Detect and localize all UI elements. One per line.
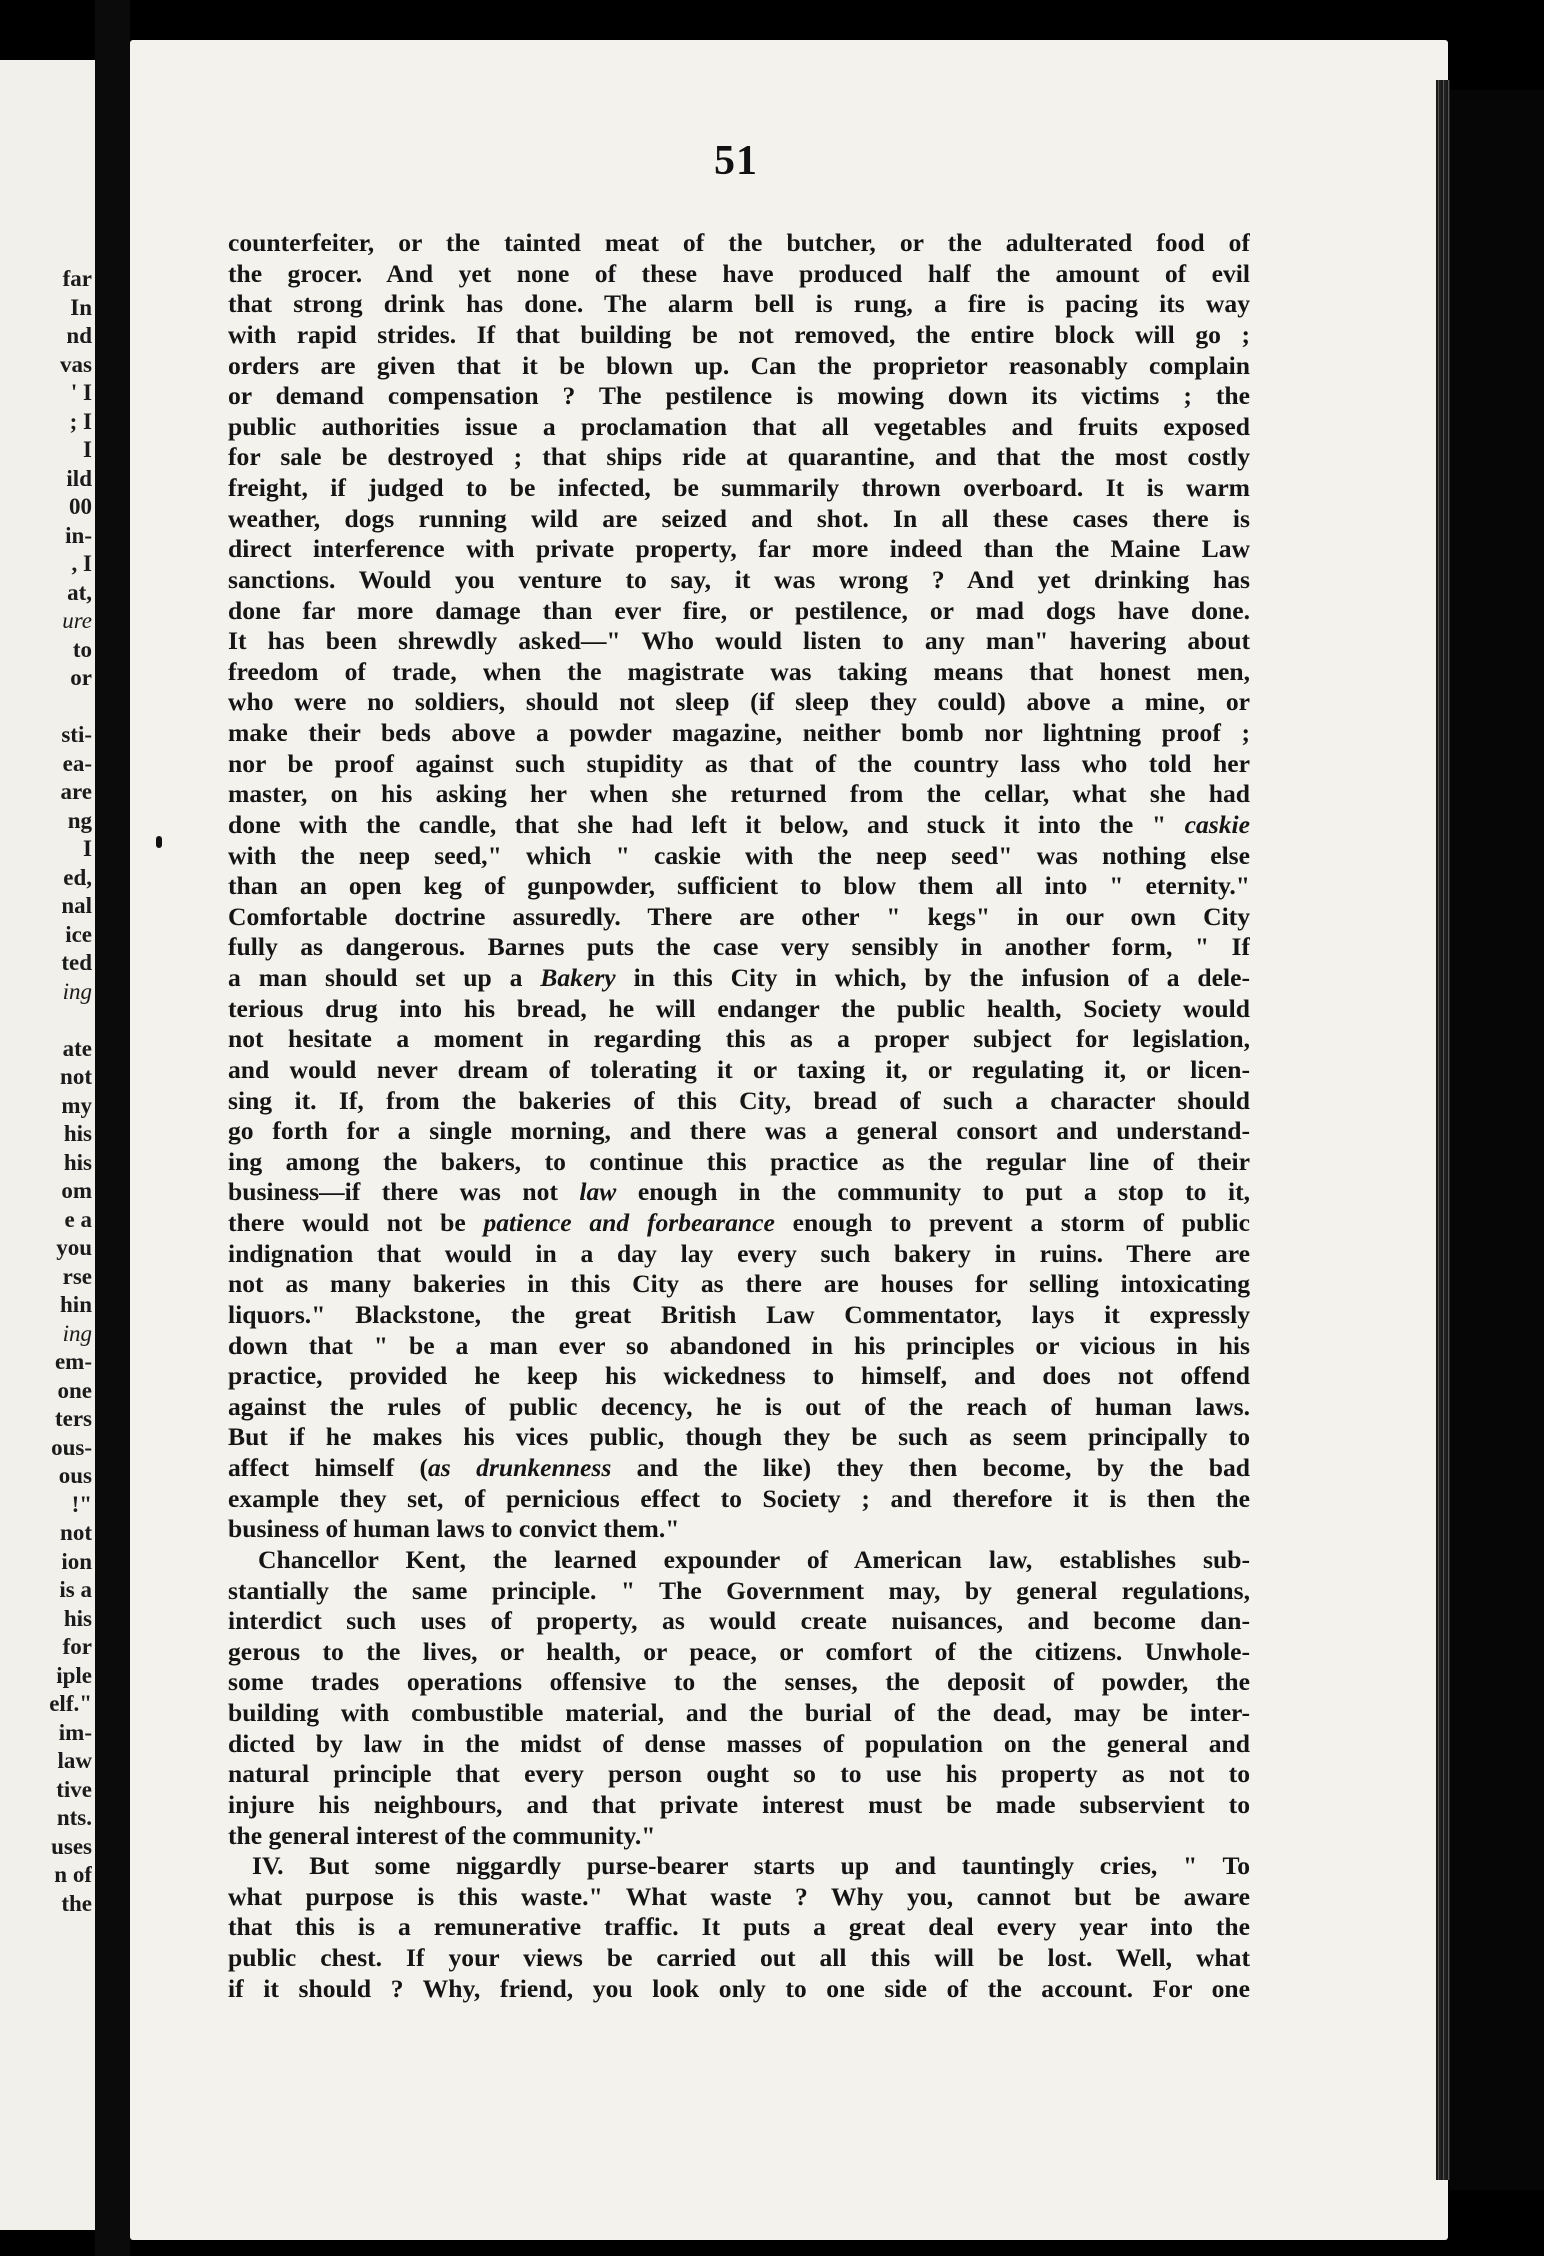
text-line — [228, 1882, 1250, 1913]
left-fragment: ' I — [70, 380, 92, 405]
left-fragment: iple — [56, 1662, 92, 1688]
text-segment: practice, provided he keep his wickedness to himself, and does not offend — [228, 1361, 1250, 1391]
text-line — [228, 1024, 1250, 1055]
text-line — [228, 1912, 1250, 1943]
left-fragment: ild — [66, 465, 92, 491]
left-fragment: far — [62, 266, 92, 291]
text-segment: the grocer. And yet none of these have produced half the amount of evil — [228, 258, 1250, 288]
left-fragment: the — [61, 1890, 92, 1916]
left-fragment: sti- — [61, 722, 92, 747]
left-fragment: you — [56, 1235, 92, 1260]
text-line — [228, 1422, 1250, 1453]
text-line — [228, 1606, 1250, 1637]
text-line — [228, 565, 1250, 596]
text-line — [228, 687, 1250, 718]
text-line — [228, 1759, 1250, 1790]
italic-segment: patience and forbearance — [483, 1208, 775, 1237]
left-fragment: at, — [67, 579, 92, 605]
text-segment: some trades operations offensive to the senses, the deposit of powder, the — [228, 1667, 1250, 1697]
text-line — [228, 259, 1250, 290]
left-fragment: one — [57, 1377, 92, 1403]
left-fragment: ice — [65, 921, 92, 947]
text-segment: done with the candle, that she had left it below, and stuck it into the " — [228, 809, 1185, 839]
text-segment: injure his neighbours, and that private interest must be made subservient to — [228, 1789, 1250, 1819]
text-segment: IV. But some niggardly purse-bearer starts up and tauntingly cries, " To — [252, 1851, 1250, 1881]
text-line — [228, 1086, 1250, 1117]
text-segment: or demand compensation ? The pestilence is mowing down its victims ; the — [228, 381, 1250, 411]
text-segment: done far more damage than ever fire, or pestilence, or mad dogs have done. — [228, 595, 1250, 625]
left-fragment: om — [61, 1178, 92, 1203]
text-line — [228, 228, 1250, 259]
left-fragment: for — [62, 1634, 92, 1659]
text-segment: sing it. If, from the bakeries of this City, bread of such a character should — [228, 1085, 1250, 1115]
text-line — [228, 963, 1250, 994]
text-line — [228, 1177, 1250, 1208]
text-line — [228, 289, 1250, 320]
text-line — [228, 1790, 1250, 1821]
body-text — [228, 228, 1250, 2004]
italic-segment: as drunkenness — [428, 1453, 612, 1482]
text-segment: than an open keg of gunpowder, sufficient to blow them all into " eternity." — [228, 871, 1250, 901]
page-number: 51 — [714, 138, 758, 184]
text-segment: business—if there was not — [228, 1177, 580, 1207]
text-segment: sanctions. Would you venture to say, it was wrong ? And yet drinking has — [228, 564, 1250, 594]
text-line — [228, 381, 1250, 412]
text-segment: liquors." Blackstone, the great British Law Commentator, lays it expressly — [228, 1299, 1250, 1329]
text-line — [228, 1514, 1250, 1545]
text-line — [228, 626, 1250, 657]
left-fragment: nts. — [56, 1805, 92, 1830]
text-line — [228, 1147, 1250, 1178]
left-fragment: 00 — [69, 494, 92, 519]
text-segment: in this City in which, by the infusion of a dele- — [615, 963, 1250, 992]
text-segment: freedom of trade, when the magistrate was taking means that honest men, — [228, 656, 1250, 686]
text-segment: public chest. If your views be carried out all this will be lost. Well, what — [228, 1943, 1250, 1972]
text-segment: ing among the bakers, to continue this practice as the regular line of their — [228, 1146, 1250, 1176]
text-line — [228, 320, 1250, 351]
text-segment: weather, dogs running wild are seized and shot. In all these cases there is — [228, 503, 1250, 533]
text-segment: orders are given that it be blown up. Can the proprietor reasonably complain — [228, 350, 1250, 380]
left-fragment: I — [83, 836, 92, 861]
text-line — [228, 932, 1250, 963]
text-segment: nor be proof against such stupidity as that of the country lass who told her — [228, 748, 1250, 778]
text-line — [228, 1453, 1250, 1484]
left-fragment: ters — [54, 1406, 92, 1431]
text-segment: stantially the same principle. " The Government may, by general regulations, — [228, 1575, 1250, 1605]
text-segment: there would not be — [228, 1208, 484, 1237]
left-fragment — [0, 693, 92, 722]
left-fragment — [0, 1006, 92, 1035]
left-fragment: ted — [61, 950, 92, 975]
italic-segment: law — [579, 1177, 617, 1207]
book-gutter — [95, 0, 130, 2256]
text-line — [228, 596, 1250, 627]
text-segment: freight, if judged to be infected, be summarily thrown overboard. It is warm — [228, 473, 1250, 502]
left-fragment: to — [72, 636, 92, 662]
text-segment: enough in the community to put a stop to it, — [616, 1177, 1250, 1207]
text-segment: building with combustible material, and the burial of the dead, may be inter- — [228, 1698, 1250, 1727]
text-segment: direct interference with private property, far more indeed than the Maine Law — [228, 534, 1250, 564]
left-fragment: hin — [60, 1292, 92, 1317]
left-fragment: rse — [62, 1263, 92, 1289]
text-segment: public authorities issue a proclamation that all vegetables and fruits exposed — [228, 411, 1250, 441]
text-line — [228, 749, 1250, 780]
left-fragment: ure — [62, 608, 92, 633]
text-segment: interdict such uses of property, as would create nuisances, and become dan- — [228, 1606, 1250, 1636]
left-fragment: n of — [54, 1862, 92, 1887]
text-line — [228, 1055, 1250, 1086]
left-fragment: , I — [71, 551, 92, 576]
text-segment: go forth for a single morning, and there was a general consort and understand- — [228, 1116, 1250, 1146]
text-segment: affect himself ( — [228, 1453, 428, 1482]
italic-segment: Bakery — [540, 963, 616, 992]
text-line — [228, 1943, 1250, 1974]
left-fragment: ng — [67, 807, 92, 833]
text-line — [228, 1361, 1250, 1392]
text-segment: for sale be destroyed ; that ships ride at quarantine, and that the most costly — [228, 442, 1250, 472]
left-fragment: nd — [66, 323, 92, 348]
left-fragment: ed, — [63, 864, 92, 890]
text-segment: example they set, of pernicious effect to Society ; and therefore it is then the — [228, 1483, 1250, 1513]
book-cover-edge — [1450, 90, 1544, 2190]
text-line — [228, 473, 1250, 504]
text-segment: indignation that would in a day lay every such bakery in ruins. There are — [228, 1238, 1250, 1268]
text-segment: that this is a remunerative traffic. It puts a great deal every year into the — [228, 1912, 1250, 1942]
text-line — [228, 1698, 1250, 1729]
page-edges — [1436, 80, 1450, 2180]
text-segment: business of human laws to convict them." — [228, 1514, 680, 1544]
left-fragment: ate — [62, 1035, 92, 1061]
left-fragment: his — [63, 1605, 92, 1631]
text-segment: and the like) they then become, by the bad — [611, 1453, 1250, 1482]
left-fragment: in- — [65, 522, 92, 548]
margin-mark — [156, 836, 162, 848]
text-segment: that strong drink has done. The alarm bell is rung, a fire is pacing its way — [228, 289, 1250, 319]
text-line — [228, 1239, 1250, 1270]
text-segment: Chancellor Kent, the learned expounder of American law, establishes sub- — [258, 1544, 1250, 1574]
text-line — [228, 1637, 1250, 1668]
left-fragment: tive — [56, 1776, 92, 1802]
text-line — [228, 1269, 1250, 1300]
text-segment: fully as dangerous. Barnes puts the case very sensibly in another form, " If — [228, 932, 1250, 962]
text-segment: the general interest of the community." — [228, 1820, 656, 1850]
left-fragment: is a — [59, 1577, 92, 1602]
text-segment: with rapid strides. If that building be not removed, the entire block will go ; — [228, 319, 1250, 349]
left-fragment: ion — [61, 1548, 92, 1574]
left-fragment: are — [60, 779, 92, 804]
text-line — [228, 1208, 1250, 1239]
text-line — [228, 1300, 1250, 1331]
left-fragment: law — [57, 1748, 92, 1773]
text-line — [228, 412, 1250, 443]
left-fragment: elf." — [49, 1691, 92, 1716]
text-segment: who were no soldiers, should not sleep (if sleep they could) above a mine, or — [228, 687, 1250, 717]
text-line — [228, 1576, 1250, 1607]
text-line — [228, 1545, 1250, 1576]
left-fragment: vas — [60, 351, 92, 377]
text-line — [228, 1729, 1250, 1760]
left-page — [0, 60, 95, 2230]
left-fragment: e a — [64, 1206, 92, 1232]
text-segment: master, on his asking her when she returned from the cellar, what she had — [228, 779, 1250, 809]
left-fragment: uses — [51, 1833, 92, 1859]
left-fragment: not — [60, 1520, 92, 1545]
text-line — [228, 841, 1250, 872]
left-fragment: not — [60, 1064, 92, 1089]
left-fragment: im- — [58, 1719, 92, 1745]
text-line — [228, 810, 1250, 841]
text-line — [228, 994, 1250, 1025]
left-fragment: nal — [61, 893, 92, 918]
text-segment: a man should set up a — [228, 963, 541, 992]
text-segment: down that " be a man ever so abandoned in his principles or vicious in his — [228, 1330, 1250, 1360]
text-line — [228, 1484, 1250, 1515]
left-page-text-fragments — [0, 265, 92, 1918]
text-segment: It has been shrewdly asked—" Who would listen to any man" havering about — [228, 626, 1250, 656]
text-line — [228, 504, 1250, 535]
text-segment: Comfortable doctrine assuredly. There are other " kegs" in our own City — [228, 901, 1250, 931]
text-segment: terious drug into his bread, he will endanger the public health, Society would — [228, 993, 1250, 1023]
text-line — [228, 1392, 1250, 1423]
text-segment: But if he makes his vices public, though they be such as seem principally to — [228, 1422, 1250, 1452]
left-fragment: em- — [54, 1349, 92, 1374]
text-line — [228, 718, 1250, 749]
text-line — [228, 1851, 1250, 1882]
left-fragment: ous — [58, 1463, 92, 1488]
text-line — [228, 1331, 1250, 1362]
text-segment: and would never dream of tolerating it or taxing it, or regulating it, or licen- — [228, 1054, 1250, 1084]
left-fragment: his — [63, 1121, 92, 1146]
text-segment: if it should ? Why, friend, you look only to one side of the account. For one — [228, 1973, 1250, 2003]
left-fragment: his — [63, 1149, 92, 1175]
left-fragment: my — [61, 1092, 92, 1118]
italic-segment: caskie — [1184, 809, 1250, 839]
text-segment: counterfeiter, or the tainted meat of the butcher, or the adulterated food of — [228, 228, 1250, 257]
text-line — [228, 779, 1250, 810]
left-fragment: ing — [62, 1320, 92, 1346]
left-fragment: I — [83, 437, 92, 462]
left-fragment: ing — [62, 978, 92, 1004]
text-line — [228, 1974, 1250, 2005]
left-fragment: In — [70, 294, 92, 320]
text-segment: what purpose is this waste." What waste ? Why you, cannot but be aware — [228, 1881, 1250, 1911]
text-line — [228, 871, 1250, 902]
text-line — [228, 902, 1250, 933]
text-segment: dicted by law in the midst of dense masses of population on the general and — [228, 1728, 1250, 1758]
left-fragment: ; I — [69, 408, 92, 434]
text-line — [228, 534, 1250, 565]
text-line — [228, 657, 1250, 688]
text-line — [228, 1116, 1250, 1147]
left-fragment: !" — [71, 1491, 92, 1517]
text-segment: make their beds above a powder magazine, neither bomb nor lightning proof ; — [228, 718, 1250, 747]
text-segment: with the neep seed," which " caskie with the neep seed" was nothing else — [228, 840, 1250, 870]
left-fragment: or — [70, 665, 92, 690]
text-segment: not hesitate a moment in regarding this as a proper subject for legislation, — [228, 1024, 1250, 1054]
text-segment: natural principle that every person ought so to use his property as not to — [228, 1759, 1250, 1789]
text-segment: not as many bakeries in this City as there are houses for selling intoxicating — [228, 1269, 1250, 1299]
left-fragment: ea- — [62, 750, 92, 776]
text-segment: enough to prevent a storm of public — [774, 1208, 1250, 1237]
text-line — [228, 351, 1250, 382]
left-fragment: ous- — [51, 1434, 92, 1460]
text-line — [228, 442, 1250, 473]
text-segment: gerous to the lives, or health, or peace, or comfort of the citizens. Unwhole- — [228, 1636, 1250, 1666]
text-line — [228, 1667, 1250, 1698]
text-line — [228, 1821, 1250, 1852]
text-segment: against the rules of public decency, he is out of the reach of human laws. — [228, 1391, 1250, 1421]
